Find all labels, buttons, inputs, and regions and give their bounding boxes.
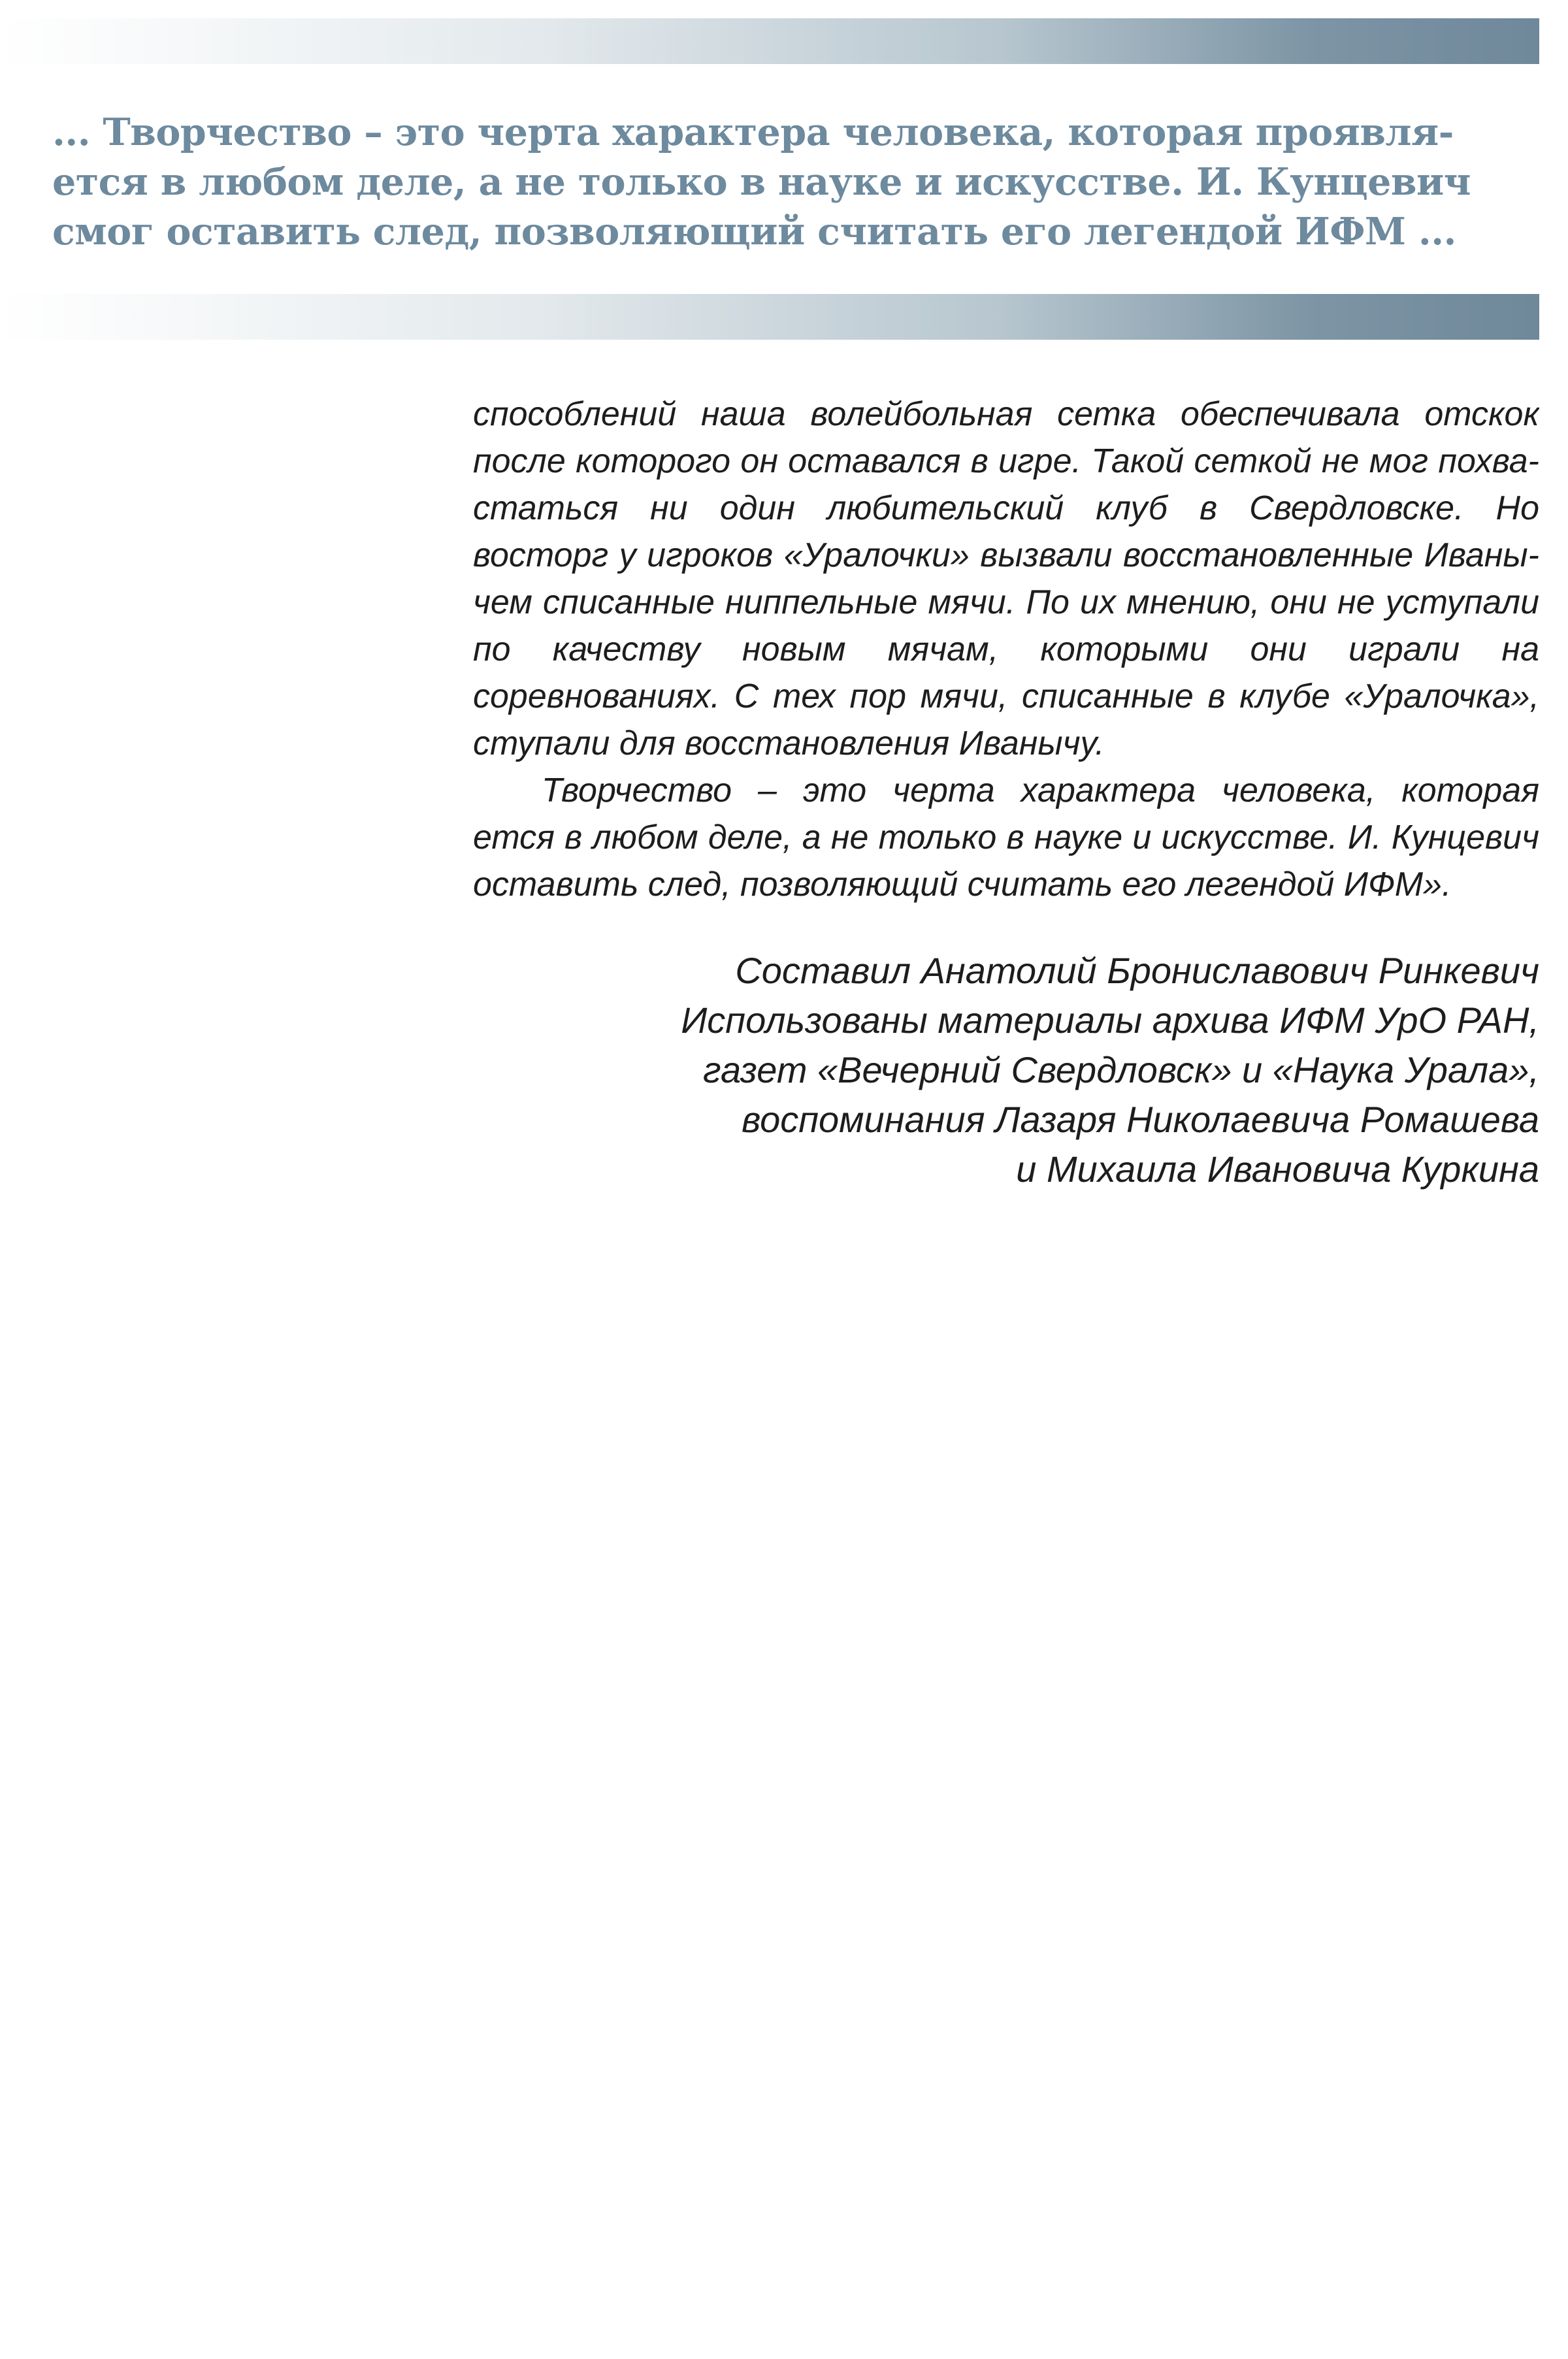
article-line: Творчество – это черта характера человека, которая [542, 772, 1539, 809]
pull-quote-line: ется в любом деле, а не только в науке и искусстве. И. Кунцевич [52, 160, 1471, 204]
pull-quote-line: ... Творчество – это черта характера человека, которая проявля- [52, 110, 1454, 154]
article-paragraph-2 [473, 767, 1539, 908]
article-line: после которого он оставался в игре. Такой сеткой не мог похва- [473, 442, 1539, 480]
article-paragraph-1 [473, 391, 1539, 767]
article-line: оставить след, позволяющий считать его легендой ИФМ». [473, 866, 1452, 903]
credits-line: Использованы материалы архива ИФМ УрО РАН, [681, 1000, 1539, 1041]
article-credits [559, 946, 1539, 1194]
decorative-gradient-bar-top [0, 18, 1539, 64]
article-line: ступали для восстановления Иванычу. [473, 724, 1105, 762]
decorative-gradient-bar-bottom [0, 294, 1539, 340]
article-line: ется в любом деле, а не только в науке и искусстве. И. Кунцевич [473, 819, 1539, 856]
credits-line: Составил Анатолий Брониславович Ринкевич [735, 950, 1539, 991]
pull-quote [52, 108, 1548, 257]
credits-line: газет «Вечерний Свердловск» и «Наука Урала», [703, 1049, 1539, 1090]
article-line: статься ни один любительский клуб в Свердловске. Но [473, 489, 1539, 527]
article-line: способлений наша волейбольная сетка обеспечивала отскок [473, 395, 1539, 433]
credits-line: воспоминания Лазаря Николаевича Ромашева [742, 1099, 1539, 1140]
article-body [473, 391, 1539, 908]
article-line: соревнованиях. С тех пор мячи, списанные в клубе «Уралочка», [473, 677, 1539, 715]
article-line: восторг у игроков «Уралочки» вызвали восстановленные Иваны- [473, 536, 1539, 574]
article-line: чем списанные ниппельные мячи. По их мнению, они не уступали [473, 583, 1539, 621]
pull-quote-line: смог оставить след, позволяющий считать его легендой ИФМ ... [52, 210, 1456, 253]
article-line: по качеству новым мячам, которыми они играли на [473, 630, 1539, 668]
credits-line: и Михаила Ивановича Куркина [1016, 1148, 1539, 1190]
